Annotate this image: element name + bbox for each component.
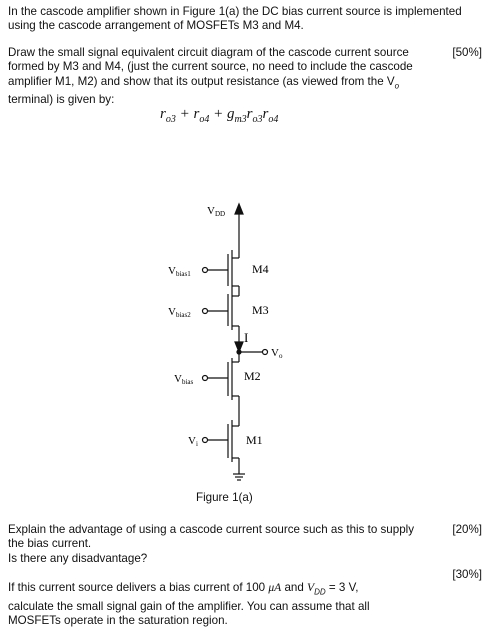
output-resistance-formula: $r_{o3} + r_{o4} + g_{m3}r_{o3}r_{o4}$ (160, 106, 279, 125)
m1-label: M1 (246, 433, 263, 447)
vbias-label: Vbias (174, 373, 194, 386)
m2-label: M2 (244, 369, 261, 383)
m3-label: M3 (252, 303, 269, 317)
part2-marks: [20%] (452, 523, 482, 536)
figure-caption: Figure 1(a) (196, 491, 253, 504)
m4-label: M4 (252, 262, 269, 276)
vi-label: Vi (188, 435, 198, 448)
intro-text: In the cascode amplifier shown in Figure 1(a) the DC bias current source is implemented using the cascode arrangement of MOSFETs M3 and M4. (8, 5, 462, 33)
vbias2-label: Vbias2 (168, 306, 191, 319)
part1-line4: terminal) is given by: (8, 93, 115, 107)
part3-marks: [30%] (452, 568, 482, 581)
part1-marks: [50%] (452, 46, 482, 59)
part3-line1: If this current source delivers a bias current of 100 μA and $V_{DD} = 3$ V, (8, 581, 359, 597)
part1-line3: amplifier M1, M2) and show that its output resistance (as viewed from the $V_o$ (8, 74, 400, 90)
vbias1-label: Vbias1 (168, 265, 191, 278)
part1-line1: Draw the small signal equivalent circuit diagram of the cascode current source (8, 46, 409, 59)
part1-line2: formed by M3 and M4, (just the current source, no need to include the cascode (8, 60, 413, 74)
part2-text: Explain the advantage of using a cascode current source such as this to supply the bias current. Is there any disadvantage? (8, 523, 415, 565)
part3-text: If this current source delivers a bias current of 100 μA and $V_{DD} = 3$ V, calculate the small signal gain of the amplifier. You can assume that all MOSFETs operate in the saturation region. (8, 581, 370, 627)
vo-label: Vo (271, 347, 283, 360)
current-label: I (244, 330, 249, 345)
vdd-label: VDD (207, 205, 226, 218)
